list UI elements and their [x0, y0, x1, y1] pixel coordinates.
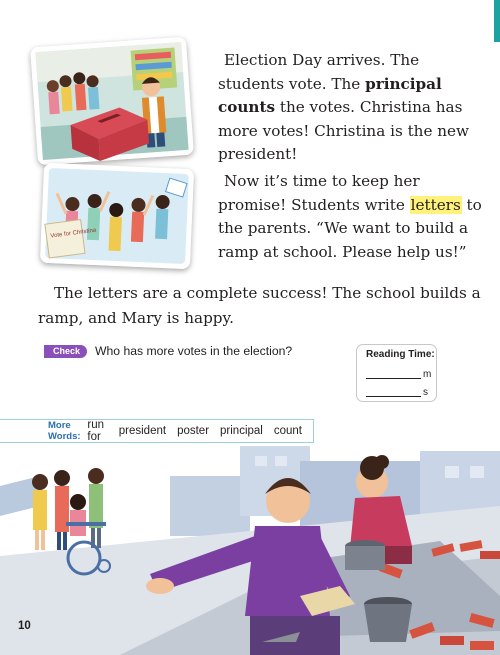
page-number: 10 — [18, 620, 31, 632]
story-paragraph-2 — [218, 170, 488, 264]
story-paragraph-1 — [218, 49, 488, 167]
voting-scene-image — [30, 37, 194, 166]
teal-edge-accent — [494, 0, 500, 42]
reading-time-box — [356, 344, 437, 402]
voting-illustration — [30, 37, 194, 166]
para1-text-b: the votes. Christina has more votes! Christina is the new president! — [218, 98, 470, 163]
celebration-scene-image — [40, 163, 194, 269]
more-word: count — [273, 425, 302, 437]
more-words-label: More Words: — [48, 420, 81, 442]
ramp-building-illustration — [0, 446, 500, 655]
ramp-scene-image — [0, 446, 500, 655]
seconds-blank[interactable] — [366, 387, 421, 397]
vote-poster-text: Vote for Christina — [50, 227, 97, 240]
more-word: principal — [220, 425, 263, 437]
highlighted-word: letters — [410, 195, 461, 214]
check-badge: Check — [44, 345, 87, 358]
celebration-illustration — [40, 163, 194, 269]
more-words-bar — [0, 419, 314, 443]
story-paragraph-3: The letters are a complete success! The school builds a ramp, and Mary is happy. — [38, 284, 481, 327]
para2-text-b: to the parents. “We want to build a ramp at school. Please help us!” — [218, 195, 482, 261]
para2-text-a: Now it’s time to keep her promise! Students write — [218, 172, 420, 214]
more-word: poster — [177, 425, 210, 437]
seconds-unit: s — [423, 387, 428, 398]
reading-time-title: Reading Time: — [366, 349, 435, 360]
more-word: president — [118, 425, 167, 437]
minutes-unit: m — [423, 369, 432, 380]
minutes-blank[interactable] — [366, 369, 421, 379]
para1-text-a: Election Day arrives. The students vote. The — [218, 51, 420, 93]
check-question-row — [44, 343, 292, 359]
para1-bold-text: principal counts — [218, 74, 442, 116]
check-question: Who has more votes in the election? — [95, 344, 293, 358]
more-word: run for — [87, 419, 105, 443]
